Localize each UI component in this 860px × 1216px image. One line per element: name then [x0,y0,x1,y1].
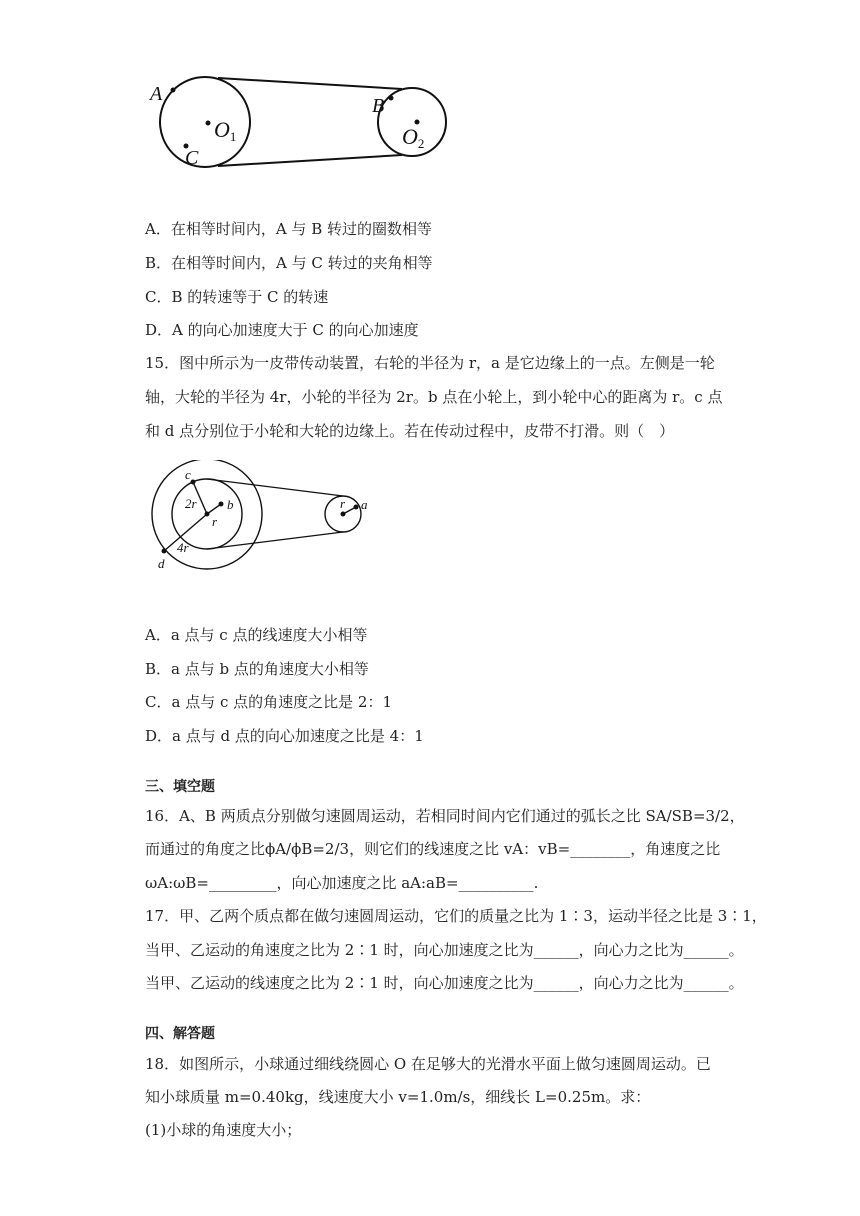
q17-line-1: 17．甲、乙两个质点都在做匀速圆周运动，它们的质量之比为 1∶3，运动半径之比是 3∶1， [145,907,767,925]
point-b [219,502,224,507]
q15-stem-line-1: 15．图中所示为一皮带传动装置，右轮的半径为 r，a 是它边缘上的一点。左侧是一轮 [145,354,715,372]
belt-drive-figure-1 [140,70,460,180]
label-o1: O1 [214,117,237,144]
belt-top [207,479,343,496]
section-3-title: 三、填空题 [145,779,215,795]
label-4r: 4r [177,540,189,555]
q15-stem-line-2: 轴，大轮的半径为 4r，小轮的半径为 2r。b 点在小轮上，到小轮中心的距离为 r。c 点 [145,388,723,406]
q16-line-3: ωA:ωB=_________，向心加速度之比 aA:aB=__________. [145,874,539,892]
belt-bottom [218,155,402,166]
point-c [191,480,196,485]
label-r-small: r [340,496,346,511]
q18-line-3: (1)小球的角速度大小； [145,1121,302,1139]
q18-line-1: 18．如图所示，小球通过细线绕圆心 O 在足够大的光滑水平面上做匀速圆周运动。已 [145,1055,711,1073]
label-a: A [150,83,163,105]
q14-option-b: B．在相等时间内，A 与 C 转过的夹角相等 [145,254,433,272]
label-a: a [361,497,368,512]
label-r-center: r [212,514,218,529]
q16-line-1: 16．A、B 两质点分别做匀速圆周运动，若相同时间内它们通过的弧长之比 SA/SB=3/2， [145,807,745,825]
label-b: b [227,497,234,512]
belt-top [218,78,402,89]
label-c: C [185,147,199,169]
radius-b [207,504,221,514]
point-a [354,505,359,510]
point-b [389,96,394,101]
q18-line-2: 知小球质量 m=0.40kg，线速度大小 v=1.0m/s，细线长 L=0.25m。求： [145,1088,651,1106]
label-c: c [185,467,191,482]
q16-line-2: 而通过的角度之比ϕA/ϕB=2/3，则它们的线速度之比 vA：vB=________，角速度之比 [145,840,721,858]
section-4-title: 四、解答题 [145,1026,215,1042]
point-d [162,549,167,554]
q15-option-b: B．a 点与 b 点的角速度大小相等 [145,660,369,678]
q14-option-d: D．A 的向心加速度大于 C 的向心加速度 [145,321,419,339]
label-2r: 2r [185,496,197,511]
belt-bottom [207,532,343,549]
q17-line-3: 当甲、乙运动的线速度之比为 2∶1 时，向心加速度之比为______，向心力之比为______。 [145,974,744,992]
label-o2: O2 [402,124,425,151]
q15-option-c: C．a 点与 c 点的角速度之比是 2：1 [145,693,392,711]
label-b: B [372,95,385,117]
q15-stem-line-3: 和 d 点分别位于小轮和大轮的边缘上。若在传动过程中，皮带不打滑。则（ ） [145,422,675,440]
belt-drive-figure-2 [145,460,385,575]
point-center [205,512,210,517]
label-d: d [158,556,165,571]
q14-option-a: A．在相等时间内，A 与 B 转过的圈数相等 [145,220,432,238]
q14-option-c: C．B 的转速等于 C 的转速 [145,288,329,306]
q15-option-d: D．a 点与 d 点的向心加速度之比是 4：1 [145,727,424,745]
q15-option-a: A．a 点与 c 点的线速度大小相等 [145,626,368,644]
q17-line-2: 当甲、乙运动的角速度之比为 2∶1 时，向心加速度之比为______，向心力之比为______。 [145,941,744,959]
point-a [171,88,176,93]
point-o1 [206,121,211,126]
point-right-center [341,512,346,517]
